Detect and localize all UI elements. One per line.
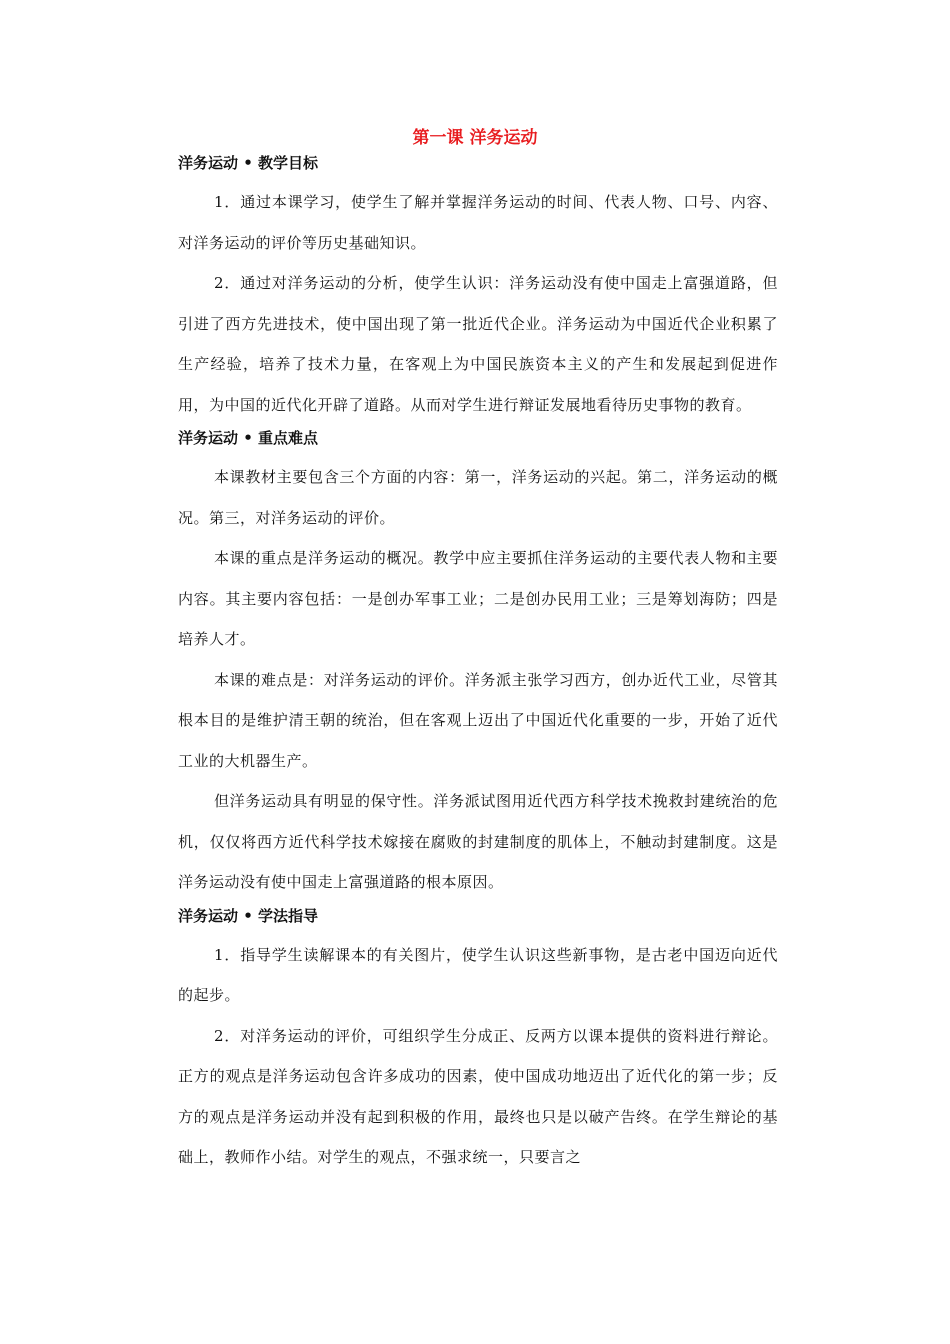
page-title: 第一课 洋务运动 [412,128,538,148]
section-heading: 洋务运动 • 重点难点 [178,429,319,447]
section-key-points [178,425,778,903]
document-body [178,150,778,1178]
paragraph: 本课的重点是洋务运动的概况。教学中应主要抓住洋务运动的主要代表人物和主要内容。其主要内容包括：一是创办军事工业；二是创办民用工业；三是筹划海防；四是培养人才。 [178,549,778,648]
paragraph: 但洋务运动具有明显的保守性。洋务派试图用近代西方科学技术挽救封建统治的危机，仅仅将西方近代科学技术嫁接在腐败的封建制度的肌体上，不触动封建制度。这是洋务运动没有使中国走上富强道路的根本原因。 [178,792,778,891]
section-teaching-goals [178,150,778,425]
section-heading: 洋务运动 • 学法指导 [178,906,319,925]
paragraph: 本课的难点是：对洋务运动的评价。洋务派主张学习西方，创办近代工业，尽管其根本目的是维护清王朝的统治，但在客观上迈出了中国近代化重要的一步，开始了近代工业的大机器生产。 [178,670,778,770]
paragraph: 1．通过本课学习，使学生了解并掌握洋务运动的时间、代表人物、口号、内容、对洋务运动的评价等历史基础知识。 [178,193,778,252]
section-heading: 洋务运动 • 教学目标 [178,154,319,172]
paragraph: 2．通过对洋务运动的分析，使学生认识：洋务运动没有使中国走上富强道路，但引进了西方先进技术，使中国出现了第一批近代企业。洋务运动为中国近代企业积累了生产经验，培养了技术力量，在客观上为中国民族资本主义的产生和发展起到促进作用，为中国的近代化开辟了道路。从而对学生进行辩证发展地看待历史事物的教育。 [178,274,778,414]
section-study-guide [178,903,778,1178]
paragraph: 2．对洋务运动的评价，可组织学生分成正、反两方以课本提供的资料进行辩论。正方的观点是洋务运动包含许多成功的因素，使中国成功地迈出了近代化的第一步；反方的观点是洋务运动并没有起到积极的作用，最终也只是以破产告终。在学生辩论的基础上，教师作小结。对学生的观点，不强求统一，只要言之 [178,1026,778,1166]
paragraph: 本课教材主要包含三个方面的内容：第一，洋务运动的兴起。第二，洋务运动的概况。第三，对洋务运动的评价。 [178,468,778,527]
paragraph: 1．指导学生读解课本的有关图片，使学生认识这些新事物，是古老中国迈向近代的起步。 [178,945,778,1004]
